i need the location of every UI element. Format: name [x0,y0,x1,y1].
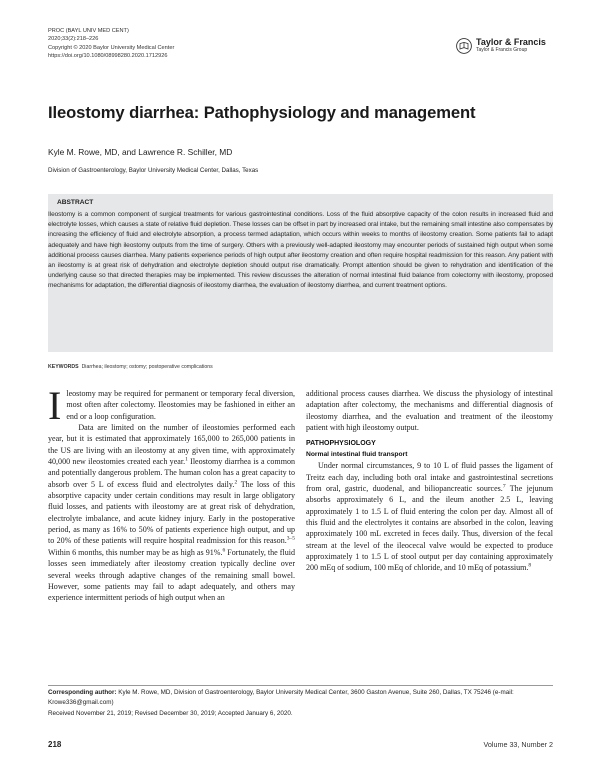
publisher-name: Taylor & Francis [476,37,546,47]
journal-name: PROC (BAYL UNIV MED CENT) [48,28,129,34]
copyright: Copyright © 2020 Baylor University Medical Center [48,44,175,51]
body-column-left [48,383,296,604]
subsection-heading: Normal intestinal fluid transport [306,451,408,459]
received-dates: Received November 21, 2019; Revised December 30, 2019; Accepted January 6, 2020. [48,710,293,717]
corresponding-author: Corresponding author: Kyle M. Rowe, MD, Division of Gastroenterology, Baylor University Medical Center, 3600 Gaston Avenue, Suite 260, Dallas, TX 75246 (e-mail: Krowe336@gmail.com) [48,689,514,706]
body-paragraph: Data are limited on the number of ileostomies performed each year, but it is estimated that approximately 165,000 to 265,000 patients in the US are living with an ileostomy at any given time, with approximately 40,000 new ileostomies created each year.$^1$ Ileostomy diarrhea is a common and potentially dangerous problem. The human colon has a great capacity to absorb over 5 L of excess fluid and electrolytes daily.$^2$ The loss of this absorptive capacity under certain conditions may result in large obligatory fluid losses, and patients with ileostomy are at great risk of dehydration, electrolyte imbalance, and acute kidney injury. Early in the postoperative period, as many as 16% to 50% of patients experience high output, and up to 20% of these patients will require hospital readmission for this reason.$^{3-5}$ Within 6 months, this number may be as high as 91%.$^6$ Fortunately, the fluid losses seen immediately after ileostomy creation typically decline over several weeks through adaptive changes of the remaining small bowel. However, some patients may fail to adapt adequately, and others may experience intermittent periods of high output when an [48,423,296,603]
volume-info: Volume 33, Number 2 [483,740,553,749]
body-paragraph: additional process causes diarrhea. We discuss the physiology of intestinal adaptation after colectomy, the mechanisms and differential diagnosis of ileostomy diarrhea, and the evaluation and treatment of the ileostomy patient with high ileostomy output. [306,389,553,433]
doi-link[interactable]: https://doi.org/10.1080/08998280.2020.1712926 [48,52,168,59]
article-metadata [48,27,174,60]
abstract-text: Ileostomy is a common component of surgical treatments for various gastrointestinal conditions. Loss of the fluid absorptive capacity of the colon results in increased fluid and electrolyte losses, which causes a state of relative fluid depletion. These losses can be offset in part by increased oral intake, but the remaining small intestine also compensates by increasing the efficiency of fluid and electrolyte absorption, a process termed adaptation, which occurs within weeks to months of ileostomy creation. Some patients fail to adapt adequately and have high ileostomy outputs from the time of surgery. Others with a previously well-adapted ileostomy may encounter periods of sustained high output when some additional process causes diarrhea. Many patients experience periods of high output after ileostomy creation and often require hospital readmission for this reason. Any patient with an ileostomy is at great risk of dehydration and electrolyte depletion should output rise dramatically. Prompt attention should be given to rehydration and identification of the underlying cause so that directed therapies may be implemented. This review discusses the alteration of normal intestinal fluid balance from colectomy with ileostomy, proposed mechanisms for adaptation, the differential diagnosis of ileostomy diarrhea, the evaluation of ileostomy diarrhea, and current treatment options. [48,211,553,290]
article-title: Ileostomy diarrhea: Pathophysiology and management [48,103,476,122]
author-email-link[interactable]: Krowe336@gmail.com [48,698,112,706]
keywords [48,364,213,370]
reference-link[interactable]: 8 [528,562,532,569]
drop-cap: I [48,383,62,428]
authors: Kyle M. Rowe, MD, and Lawrence R. Schiller, MD [48,147,233,157]
corresponding-author-label: Corresponding author: [48,689,117,696]
keywords-label: KEYWORDS [48,364,79,370]
body-paragraph: leostomy may be required for permanent or temporary fecal diversion, most often after colectomy. Ileostomies may be fashioned in either an end or a loop configuration. [66,389,295,421]
publisher-logo[interactable] [456,37,546,54]
section-heading: PATHOPHYSIOLOGY [306,440,376,448]
publisher-group: Taylor & Francis Group [476,47,528,53]
reference-link[interactable]: 7 [502,483,506,490]
book-tree-icon [456,38,472,54]
reference-link[interactable]: 1 [185,456,188,463]
keywords-text: Diarrhea; ileostomy; ostomy; postoperative complications [81,364,213,370]
body-paragraph: Under normal circumstances, 9 to 10 L of fluid passes the ligament of Treitz each day, including both oral intake and gastrointestinal secretions from oral, gastric, duodenal, and biliopancreatic sources.$^7$ The jejunum absorbs approximately 6 L, and the ileum another 2.5 L, leaving approximately 1 to 1.5 L of fluid entering the colon per day. Almost all of this fluid and the electrolytes it contains are absorbed in the colon, leaving approximately 100 mL excreted in feces daily. Thus, diversion of the fecal stream at the level of the ileocecal valve would be expected to produce approximately 1 to 1.5 L of stool output per day containing approximately 200 mEq of sodium, 100 mEq of chloride, and 10 mEq of potassium.$^8$ [306,461,553,573]
page-number: 218 [48,740,62,749]
reference-link[interactable]: 6 [222,547,226,554]
footer-divider [48,685,553,686]
citation: 2020;33(2):218–226 [48,36,99,43]
reference-link[interactable]: 2 [234,479,238,486]
abstract-heading: ABSTRACT [57,199,94,206]
body-column-right [306,388,553,574]
reference-link[interactable]: 3–5 [286,535,295,542]
affiliation: Division of Gastroenterology, Baylor University Medical Center, Dallas, Texas [48,167,259,174]
